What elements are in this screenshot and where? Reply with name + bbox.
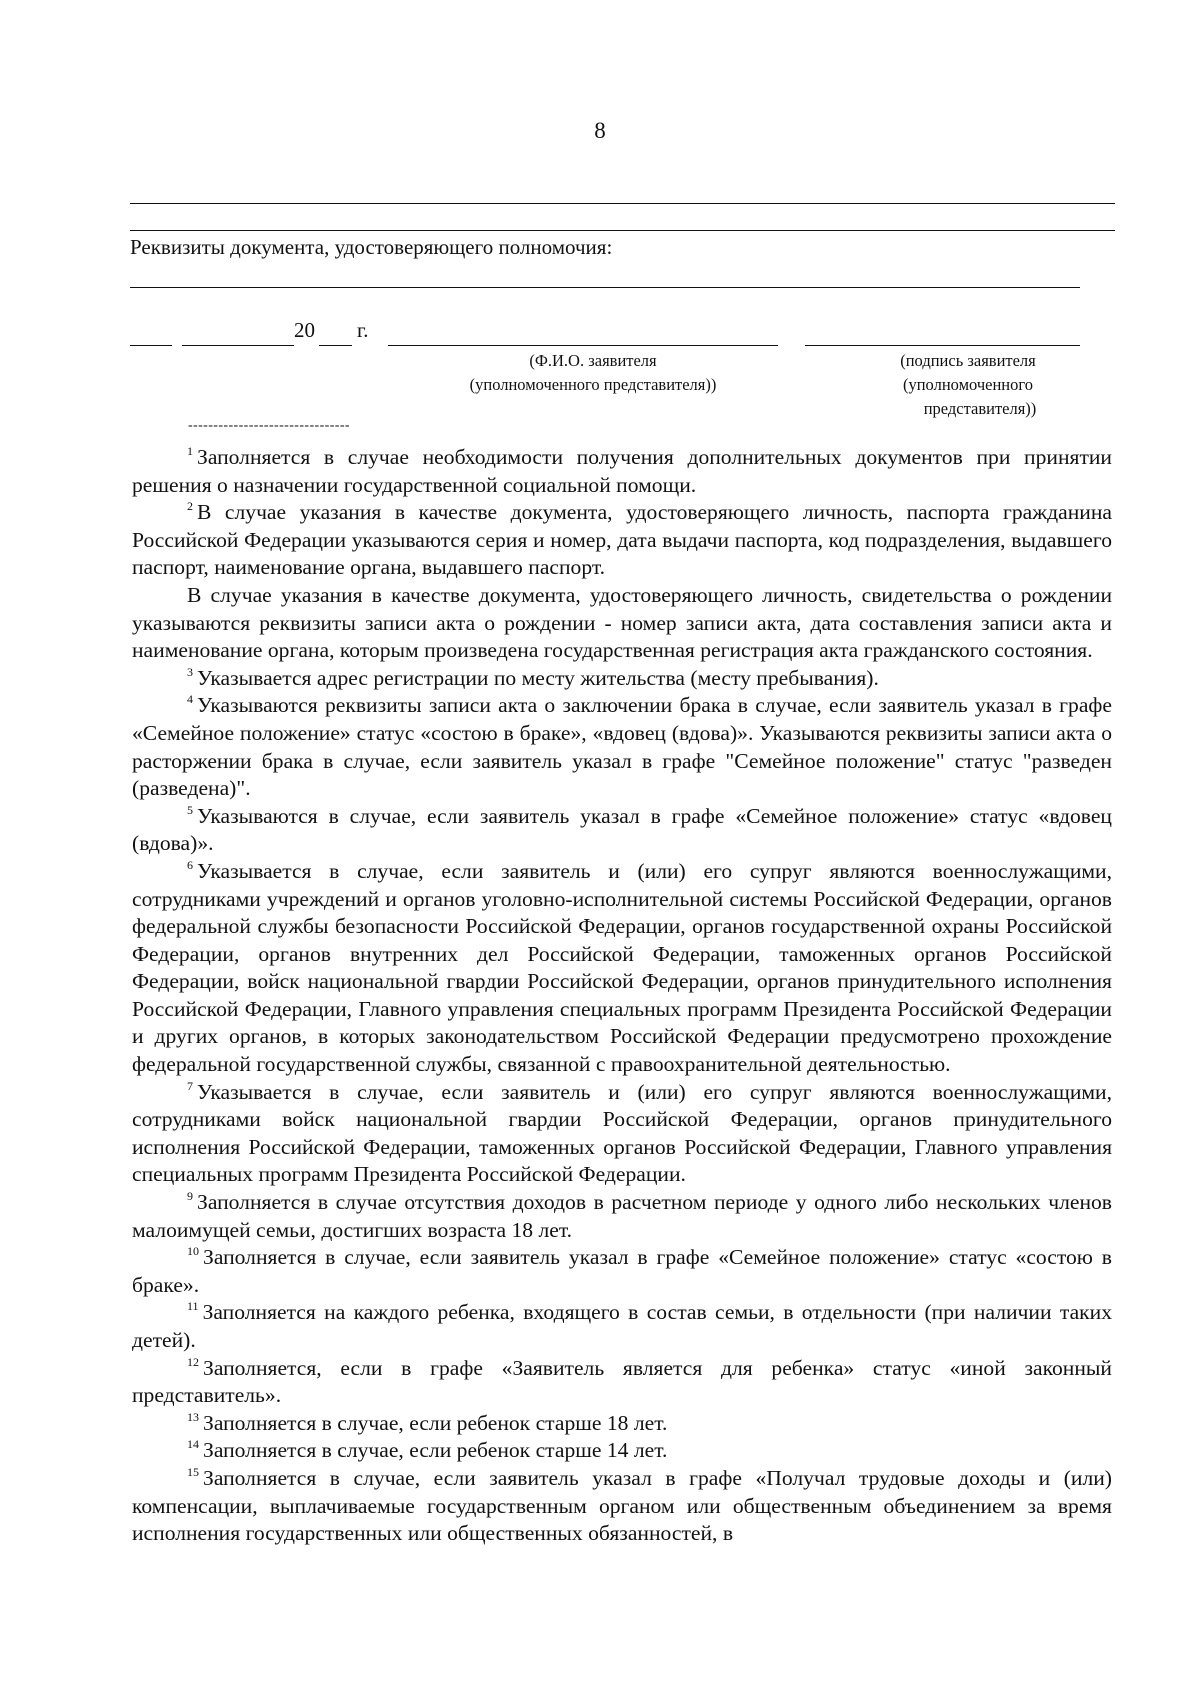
footnote: [132, 1410, 1112, 1438]
footnote: [132, 1437, 1112, 1465]
footnote: [132, 1299, 1112, 1354]
footnote: [132, 858, 1112, 1079]
footnote-mark: 12: [187, 1354, 199, 1369]
applicant-name-caption: [428, 349, 758, 397]
date-year-suffix: г.: [357, 318, 369, 342]
footnote: [132, 444, 1112, 499]
footnote: [132, 1355, 1112, 1410]
footnote-mark: 4: [187, 692, 193, 707]
footnote-mark: 10: [187, 1244, 199, 1259]
footnote-mark: 9: [187, 1189, 193, 1204]
footnote-mark: 15: [187, 1464, 199, 1479]
footnote-text: В случае указания в качестве документа, удостоверяющего личность, свидетельства о рождении указываются реквизиты записи акта о рождении - номер записи акта, дата составления записи акта и наименование органа, которым произведена государственная регистрация акта гражданского состояния.: [132, 582, 1112, 663]
footnote-text: Заполняется в случае, если ребенок старше 14 лет.: [203, 1438, 668, 1463]
applicant-signature-caption-line3: представителя)): [923, 399, 1037, 418]
footnote-mark: 1: [187, 444, 193, 458]
applicant-name-caption-line2: (уполномоченного представителя)): [469, 375, 717, 394]
applicant-signature-caption-line2: (уполномоченного: [902, 375, 1033, 394]
page-number: 8: [594, 118, 606, 143]
footnote-mark: 5: [187, 802, 193, 817]
footnotes: [132, 444, 1112, 1548]
date-year-blank: [319, 345, 352, 346]
footnote-text: Заполняется в случае, если заявитель указал в графе «Семейное положение» статус «состою в браке».: [132, 1245, 1112, 1297]
blank-line-2: [130, 230, 1115, 231]
footnote-text: В случае указания в качестве документа, удостоверяющего личность, паспорта гражданина Российской Федерации указываются серия и номер, дата выдачи паспорта, код подразделения, выдавшего паспорт, наименование органа, выдавшего паспорт.: [132, 500, 1112, 580]
footnote-mark: 7: [187, 1078, 193, 1093]
footnote-text: Указывается в случае, если заявитель и (или) его супруг являются военнослужащими, сотрудниками учреждений и органов уголовно-исполнительной системы Российской Федерации, органов федеральной службы безопасности Российской Федерации, органов государственной охраны Российской Федерации, органов внутренних дел Российской Федерации, таможенных органов Российской Федерации, войск национальной гвардии Российской Федерации, органов принудительного исполнения Российской Федерации, Главного управления специальных программ Президента Российской Федерации и других органов, в которых законодательством Российской Федерации предусмотрено прохождение федеральной государственной службы, связанной с правоохранительной деятельностью.: [132, 858, 1112, 1077]
footnote-mark: 11: [187, 1299, 199, 1314]
footnote: [132, 1465, 1112, 1548]
footnote: [132, 692, 1112, 802]
footnote-text: Заполняется на каждого ребенка, входящего в состав семьи, в отдельности (при наличии таких детей).: [132, 1300, 1112, 1352]
footnote-mark: 13: [187, 1409, 199, 1424]
footnote-text: Указывается в случае, если заявитель и (или) его супруг являются военнослужащими, сотрудниками войск национальной гвардии Российской Федерации, органов принудительного исполнения Российской Федерации, таможенных органов Российской Федерации, Главного управления специальных программ Президента Российской Федерации.: [132, 1079, 1112, 1187]
date-year-prefix: 20: [294, 318, 315, 342]
date-day-blank: [130, 345, 172, 346]
date-month-blank: [182, 345, 294, 346]
footnote-text: Заполняется в случае, если ребенок старше 18 лет.: [203, 1410, 668, 1435]
footnote: [132, 1189, 1112, 1244]
footnote: [132, 803, 1112, 858]
footnote: [132, 1079, 1112, 1189]
footnote-text: Заполняется в случае необходимости получения дополнительных документов при принятии решения о назначении государственной социальной помощи.: [132, 445, 1112, 497]
applicant-name-caption-line1: (Ф.И.О. заявителя: [529, 351, 657, 370]
footnote: [132, 582, 1112, 665]
credentials-blank-line: [130, 287, 1080, 288]
footnote-mark: 3: [187, 664, 193, 679]
footnote-text: Заполняется в случае, если заявитель указал в графе «Получал трудовые доходы и (или) компенсации, выплачиваемые государственным органом или общественным объединением за время исполнения государственных или общественных обязанностей, в: [132, 1465, 1112, 1546]
footnote-text: Указывается адрес регистрации по месту жительства (месту пребывания).: [197, 665, 879, 690]
credentials-label: Реквизиты документа, удостоверяющего полномочия:: [130, 235, 613, 259]
footnote-mark: 2: [187, 499, 193, 514]
footnote-separator: --------------------------------: [188, 418, 350, 433]
applicant-signature-caption: [858, 349, 1078, 421]
blank-line-1: [130, 203, 1115, 204]
footnote-text: Заполняется, если в графе «Заявитель является для ребенка» статус «иной законный представитель».: [132, 1355, 1112, 1408]
footnote-mark: 14: [187, 1437, 199, 1452]
footnote-text: Заполняется в случае отсутствия доходов в расчетном периоде у одного либо нескольких членов малоимущей семьи, достигших возраста 18 лет.: [132, 1190, 1112, 1242]
footnote-mark: 6: [187, 857, 193, 872]
footnote: [132, 1244, 1112, 1299]
footnote: [132, 499, 1112, 582]
applicant-signature-line: [805, 345, 1080, 346]
footnote: [132, 665, 1112, 693]
applicant-name-line: [388, 345, 778, 346]
applicant-signature-caption-line1: (подпись заявителя: [900, 351, 1036, 370]
footnote-text: Указываются реквизиты записи акта о заключении брака в случае, если заявитель указал в графе «Семейное положение» статус «состою в браке», «вдовец (вдова)». Указываются реквизиты записи акта о расторжении брака в случае, если заявитель указал в графе "Семейное положение" статус "разведен (разведена)".: [132, 693, 1112, 801]
footnote-text: Указываются в случае, если заявитель указал в графе «Семейное положение» статус «вдовец (вдова)».: [132, 803, 1112, 856]
